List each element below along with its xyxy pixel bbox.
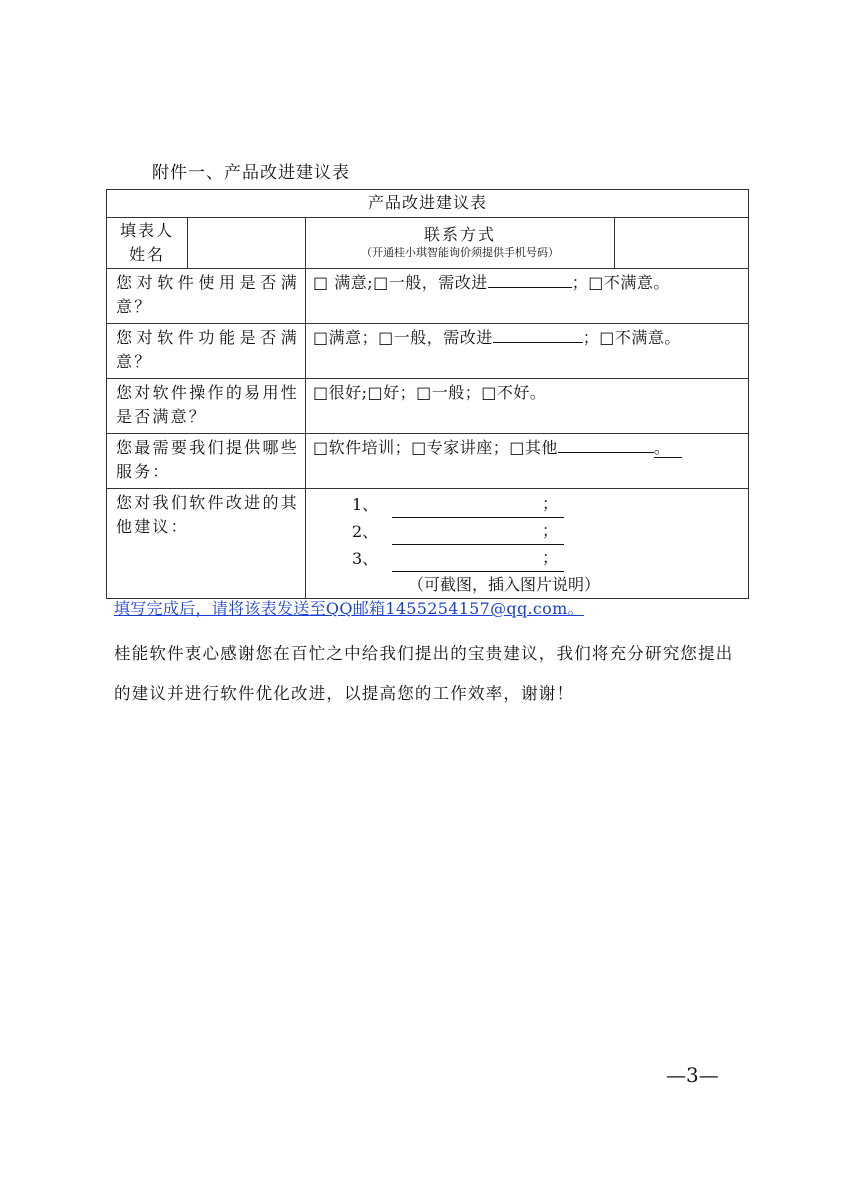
option-satisfied[interactable]: □ 满意; — [313, 273, 374, 292]
options-function — [306, 324, 749, 379]
suggestion-note: （可截图，插入图片说明） — [408, 575, 601, 594]
thanks-paragraph: 桂能软件衷心感谢您在百忙之中给我们提出的宝贵建议，我们将充分研究您提出的建议并进行软件优化改进，以提高您的工作效率，谢谢！ — [114, 644, 734, 703]
service-options[interactable]: □软件培训；□专家讲座；□其他 — [313, 438, 558, 457]
suggestion-number: 1、 — [352, 495, 379, 514]
option-normal[interactable]: □一般，需改进 — [378, 328, 493, 347]
question-usability: 您对软件操作的易用性是否满意？ — [107, 379, 306, 434]
name-label — [107, 218, 188, 269]
contact-field[interactable] — [615, 218, 749, 269]
options-usage — [306, 269, 749, 324]
suggestion-number: 3、 — [352, 549, 379, 568]
suggestions-cell — [306, 489, 749, 599]
suggestion-blank[interactable]: ； — [392, 518, 564, 545]
contact-label: 联系方式 — [423, 225, 496, 244]
contact-hint: （开通桂小琪智能询价须提供手机号码） — [361, 246, 559, 259]
suggestion-list — [306, 489, 748, 572]
suggestion-line[interactable] — [352, 518, 748, 545]
name-label-line1: 填表人 — [119, 221, 174, 240]
page-number: —3— — [666, 1063, 719, 1087]
email-instruction-link[interactable]: 填写完成后，请将该表发送至QQ邮箱1455254157@qq.com。 — [114, 599, 584, 618]
contact-label-cell — [306, 218, 615, 269]
question-usage: 您对软件使用是否满意？ — [107, 269, 306, 324]
option-unsatisfied[interactable]: □不满意。 — [599, 328, 681, 347]
separator: ； — [571, 273, 589, 292]
suggestion-blank[interactable]: ； — [392, 545, 564, 572]
option-unsatisfied[interactable]: □不满意。 — [588, 273, 670, 292]
options-services — [306, 434, 749, 489]
service-end: 。 — [654, 438, 683, 458]
name-field[interactable] — [188, 218, 306, 269]
question-function: 您对软件功能是否满意？ — [107, 324, 306, 379]
suggestion-blank[interactable]: ； — [392, 491, 564, 518]
question-other-suggestions: 您对我们软件改进的其他建议： — [107, 489, 306, 599]
suggestion-line[interactable] — [352, 491, 748, 518]
improvement-blank[interactable] — [488, 271, 572, 288]
option-normal[interactable]: □一般，需改进 — [373, 273, 488, 292]
improvement-blank[interactable] — [493, 326, 583, 343]
separator: ； — [582, 328, 600, 347]
name-label-line2: 姓名 — [128, 245, 165, 264]
other-service-blank[interactable] — [558, 436, 654, 453]
table-title: 产品改进建议表 — [107, 190, 749, 218]
question-services: 您最需要我们提供哪些服务： — [107, 434, 306, 489]
suggestion-form-table — [106, 189, 749, 599]
suggestion-number: 2、 — [352, 522, 379, 541]
options-usability[interactable]: □很好;□好；□一般；□不好。 — [306, 379, 749, 434]
attachment-title: 附件一、产品改进建议表 — [152, 163, 350, 183]
suggestion-line[interactable] — [352, 545, 748, 572]
option-satisfied[interactable]: □满意； — [313, 328, 379, 347]
